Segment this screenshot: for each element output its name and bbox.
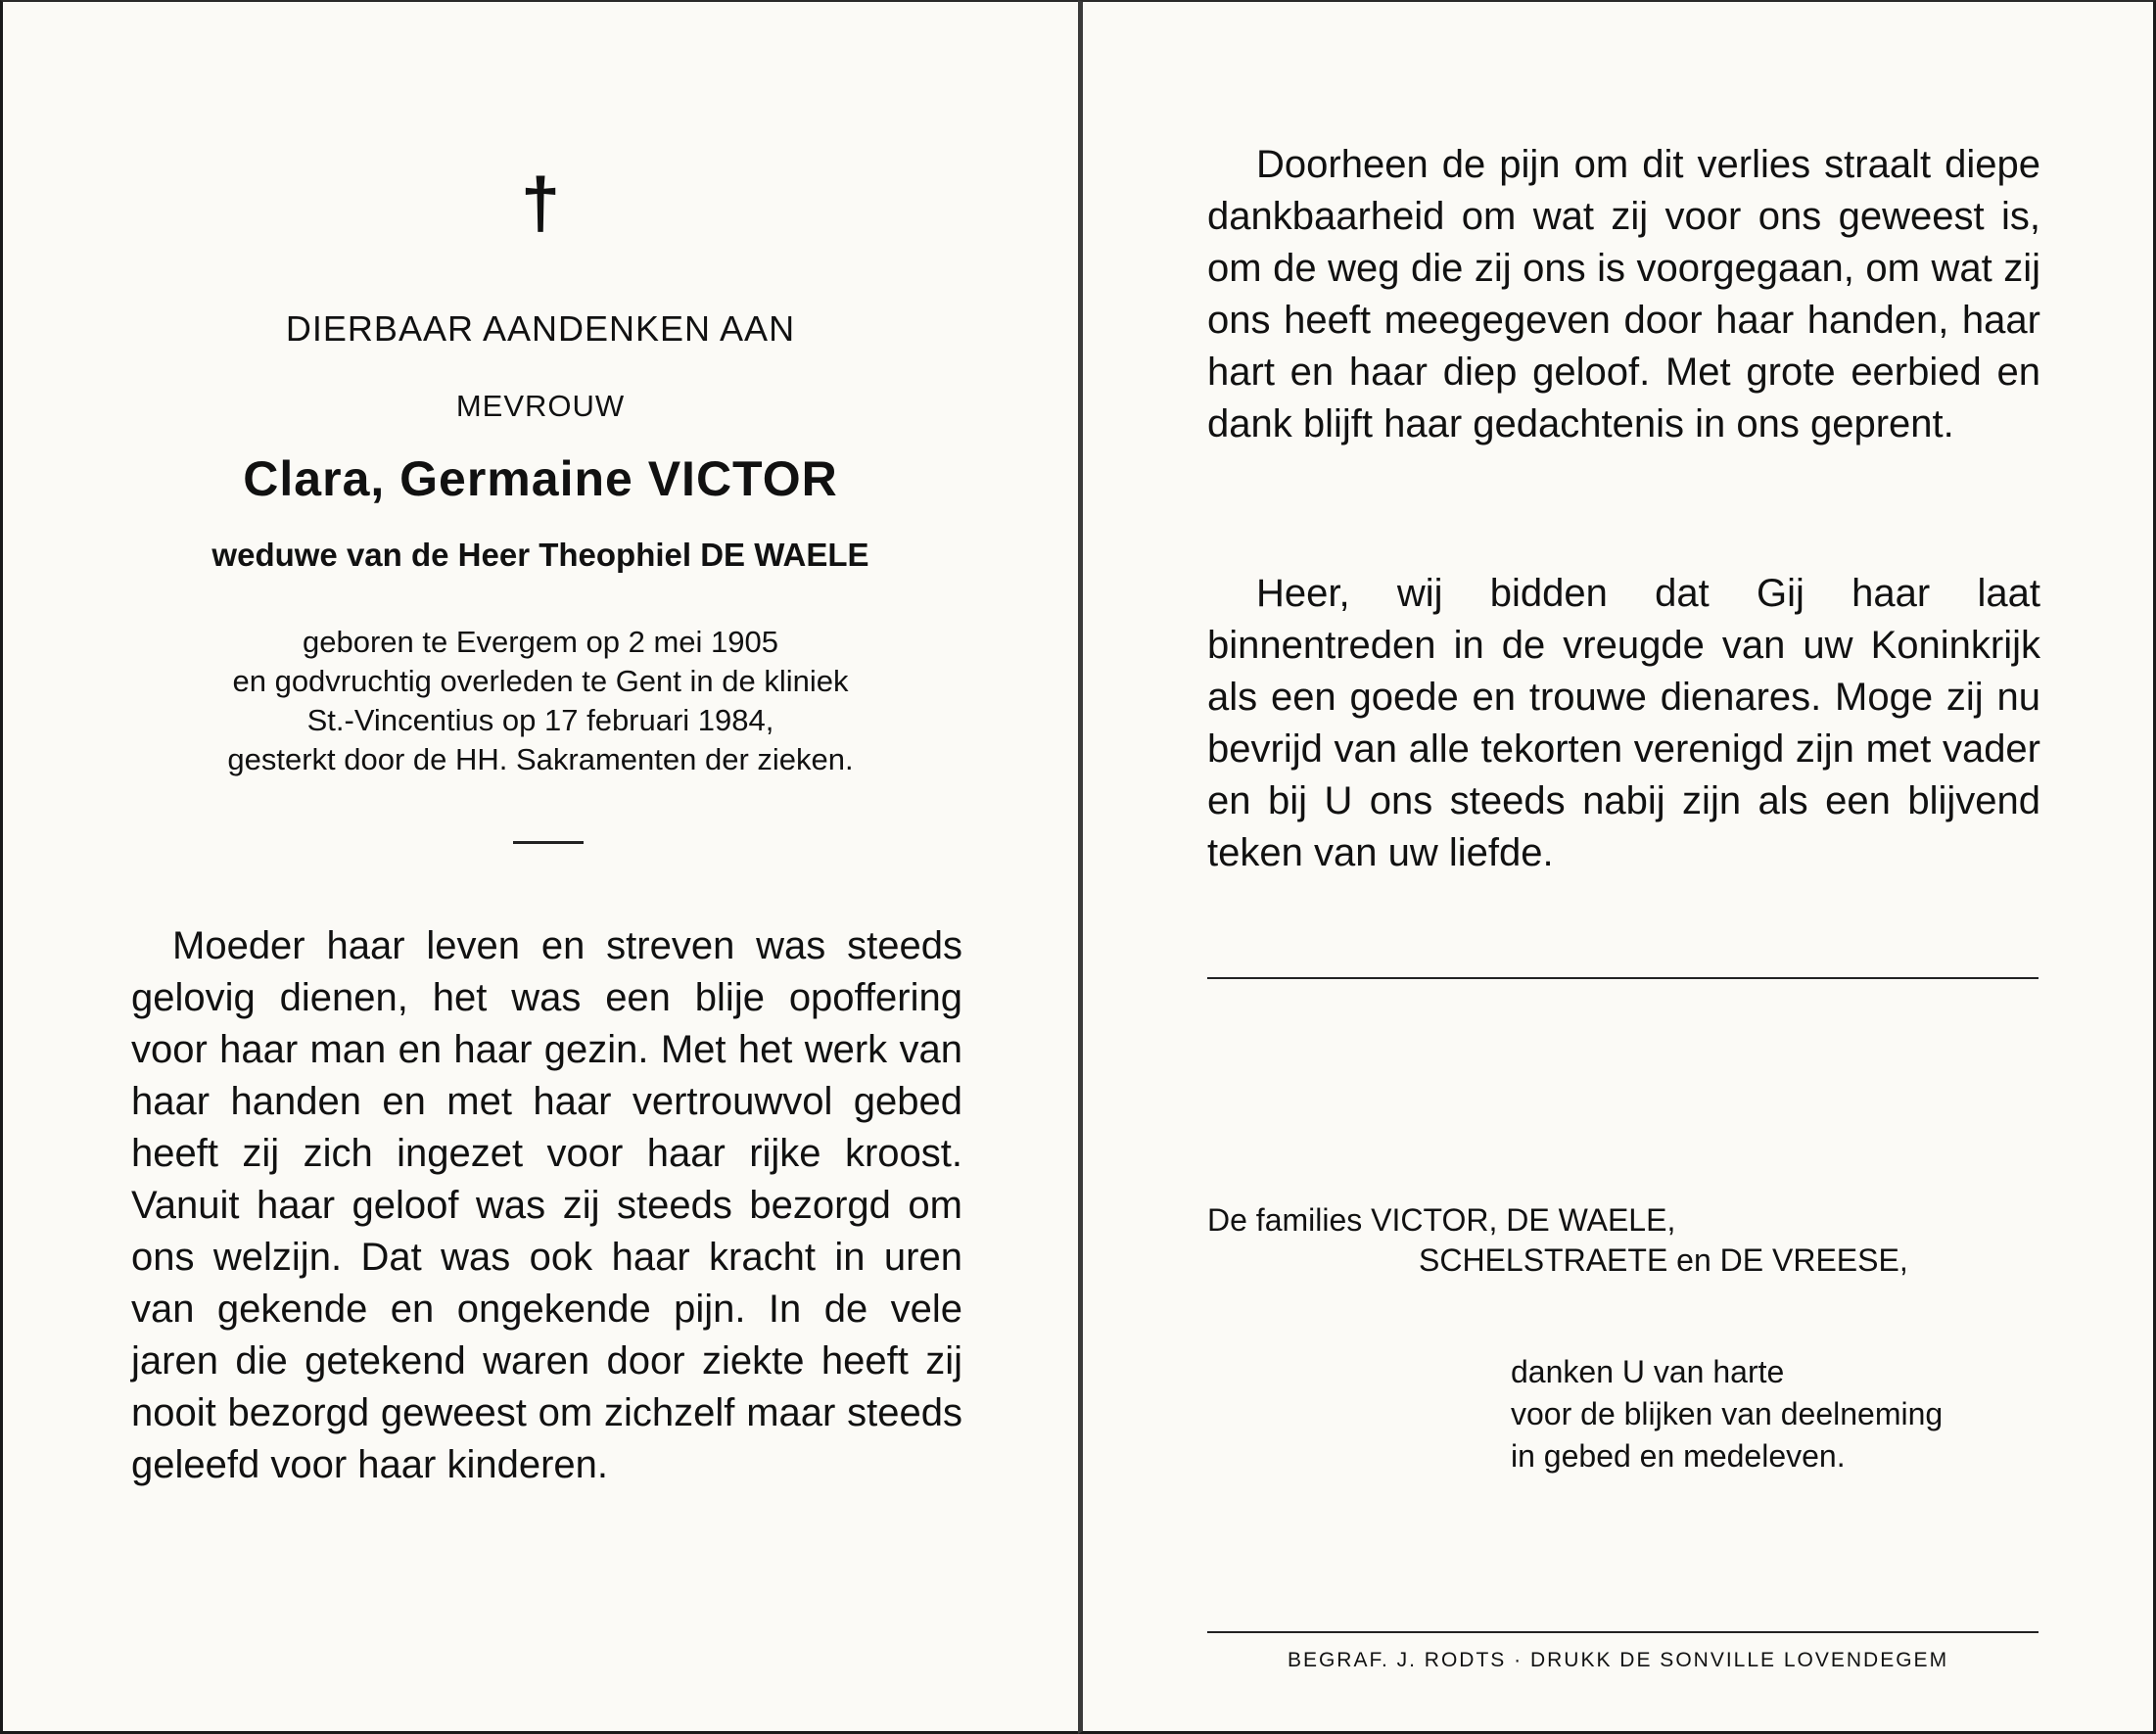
detail-line: en godvruchtig overleden te Gent in de kliniek: [232, 664, 849, 698]
detail-line: geboren te Evergem op 2 mei 1905: [303, 625, 778, 659]
divider: [1207, 1631, 2039, 1633]
gratitude-paragraph: Doorheen de pijn om dit verlies straalt diepe dankbaarheid om wat zij voor ons geweest is, om de weg die zij ons is voorgegaan, om wat zij ons heeft meegegeven door haar handen, haar hart en haar diep geloof. Met grote eerbied en dank blijft haar gedachtenis in ons geprent.: [1207, 143, 2040, 445]
deceased-name: Clara, Germaine VICTOR: [243, 451, 838, 506]
right-card: [1078, 0, 2156, 1734]
thanks-line: danken U van harte: [1511, 1354, 1785, 1389]
birth-death-details: [3, 623, 1078, 779]
thanks-line: voor de blijken van deelneming: [1511, 1396, 1944, 1431]
honorific: MEVROUW: [455, 389, 626, 423]
divider: [1207, 977, 2039, 979]
thanks-note: [1511, 1351, 1943, 1477]
divider: [513, 841, 584, 844]
detail-line: gesterkt door de HH. Sakramenten der zieken.: [227, 742, 854, 776]
heading: DIERBAAR AANDENKEN AAN: [285, 308, 796, 349]
thanks-line: in gebed en medeleven.: [1511, 1438, 1846, 1474]
cross-icon: †: [520, 164, 561, 243]
tribute-paragraph: Moeder haar leven en streven was steeds gelovig dienen, het was een blije opoffering voor haar man en haar gezin. Met het werk van haar handen en met haar vertrouwvol gebed heeft zij zich ingezet voor haar rijke kroost. Vanuit haar geloof was zij steeds bezorgd om ons welzijn. Dat was ook haar kracht in uren van gekende en ongekende pijn. In de vele jaren die getekend waren door ziekte heeft zij nooit bezorgd geweest om zichzelf maar steeds geleefd voor haar kinderen.: [131, 924, 962, 1486]
families-line: De families VICTOR, DE WAELE,: [1207, 1202, 1676, 1238]
prayer-paragraph: Heer, wij bidden dat Gij haar laat binnentreden in de vreugde van uw Koninkrijk als een goede en trouwe dienares. Moge zij nu bevrijd van alle tekorten verenigd zijn met vader en bij U ons steeds nabij zijn als een blijvend teken van uw liefde.: [1207, 572, 2040, 874]
spouse-line: weduwe van de Heer Theophiel DE WAELE: [211, 537, 869, 573]
detail-line: St.-Vincentius op 17 februari 1984,: [306, 703, 774, 737]
printer-credit: BEGRAF. J. RODTS · DRUKK DE SONVILLE LOVENDEGEM: [1287, 1649, 1949, 1671]
families-line: SCHELSTRAETE en DE VREESE,: [1419, 1242, 1908, 1278]
